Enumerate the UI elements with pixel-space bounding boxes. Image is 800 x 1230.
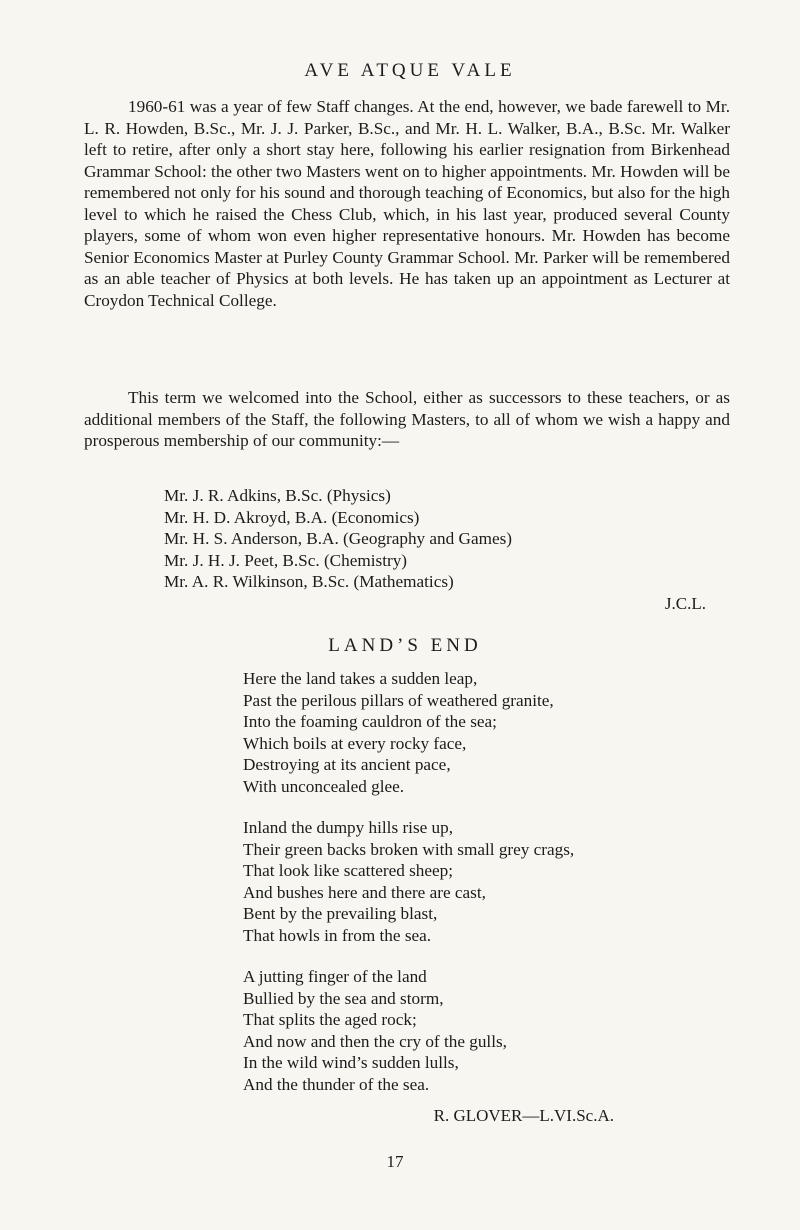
master-entry: Mr. H. S. Anderson, B.A. (Geography and Games) <box>164 529 512 548</box>
poem-line: Bullied by the sea and storm, <box>243 988 444 1008</box>
poem-line: Their green backs broken with small grey crags, <box>243 839 575 859</box>
master-entry: Mr. J. R. Adkins, B.Sc. (Physics) <box>164 486 391 505</box>
new-masters-list <box>164 485 512 593</box>
master-entry: Mr. A. R. Wilkinson, B.Sc. (Mathematics) <box>164 572 454 591</box>
poem-title-lands-end: LAND’S END <box>328 635 482 656</box>
poem-line: Bent by the prevailing blast, <box>243 904 438 923</box>
poem-stanza-1 <box>243 668 554 797</box>
master-entry: Mr. J. H. J. Peet, B.Sc. (Chemistry) <box>164 550 408 570</box>
poem-stanza-3 <box>243 966 507 1095</box>
poem-line: And bushes here and there are cast, <box>243 882 486 902</box>
article-paragraph-1 <box>84 96 730 311</box>
poem-line: And now and then the cry of the gulls, <box>243 1031 507 1051</box>
poem-author-signature: R. GLOVER—L.VI.Sc.A. <box>433 1106 614 1125</box>
poem-line: Destroying at its ancient pace, <box>243 755 451 774</box>
poem-line: And the thunder of the sea. <box>243 1074 430 1094</box>
poem-line: Inland the dumpy hills rise up, <box>243 818 454 837</box>
poem-line: That splits the aged rock; <box>243 1010 417 1029</box>
poem-line: A jutting finger of the land <box>243 967 427 986</box>
paragraph-text: 1960-61 was a year of few Staff changes. At the end, however, we bade farewell to Mr. L. R. Howden, B.Sc., Mr. J. J. Parker, B.Sc., and Mr. H. L. Walker, B.A., B.Sc. Mr. Walker left to retire, after only a short stay here, following his earlier resignation from Birkenhead Grammar School: the other two Masters went on to higher appointments. Mr. Howden will be remembered not only for his sound and thorough teaching of Economics, but also for the high level to which he raised the Chess Club, which, in his last year, produced several County players, some of whom won even higher representative honours. Mr. Howden has become Senior Economics Master at Purley County Grammar School. Mr. Parker will be remembered as an able teacher of Physics at both levels. He has taken up an appointment as Lecturer at Croydon Technical College. <box>84 97 730 310</box>
poem-line: In the wild wind’s sudden lulls, <box>243 1053 459 1072</box>
article-signature: J.C.L. <box>664 594 706 613</box>
poem-line: Past the perilous pillars of weathered granite, <box>243 690 554 710</box>
article-title-ave-atque-vale: AVE ATQUE VALE <box>304 60 516 81</box>
page-number: 17 <box>386 1152 404 1171</box>
poem-line: Here the land takes a sudden leap, <box>243 669 478 688</box>
poem-line: That look like scattered sheep; <box>243 861 453 880</box>
poem-stanza-2 <box>243 817 574 946</box>
article-paragraph-2 <box>84 387 730 452</box>
poem-line: With unconcealed glee. <box>243 776 405 796</box>
paragraph-text: This term we welcomed into the School, either as successors to these teachers, or as additional members of the Staff, the following Masters, to all of whom we wish a happy and prosperous membership of our community:— <box>84 388 730 450</box>
poem-line: Into the foaming cauldron of the sea; <box>243 712 497 731</box>
poem-line: That howls in from the sea. <box>243 925 432 945</box>
master-entry: Mr. H. D. Akroyd, B.A. (Economics) <box>164 507 420 527</box>
poem-line: Which boils at every rocky face, <box>243 733 467 753</box>
